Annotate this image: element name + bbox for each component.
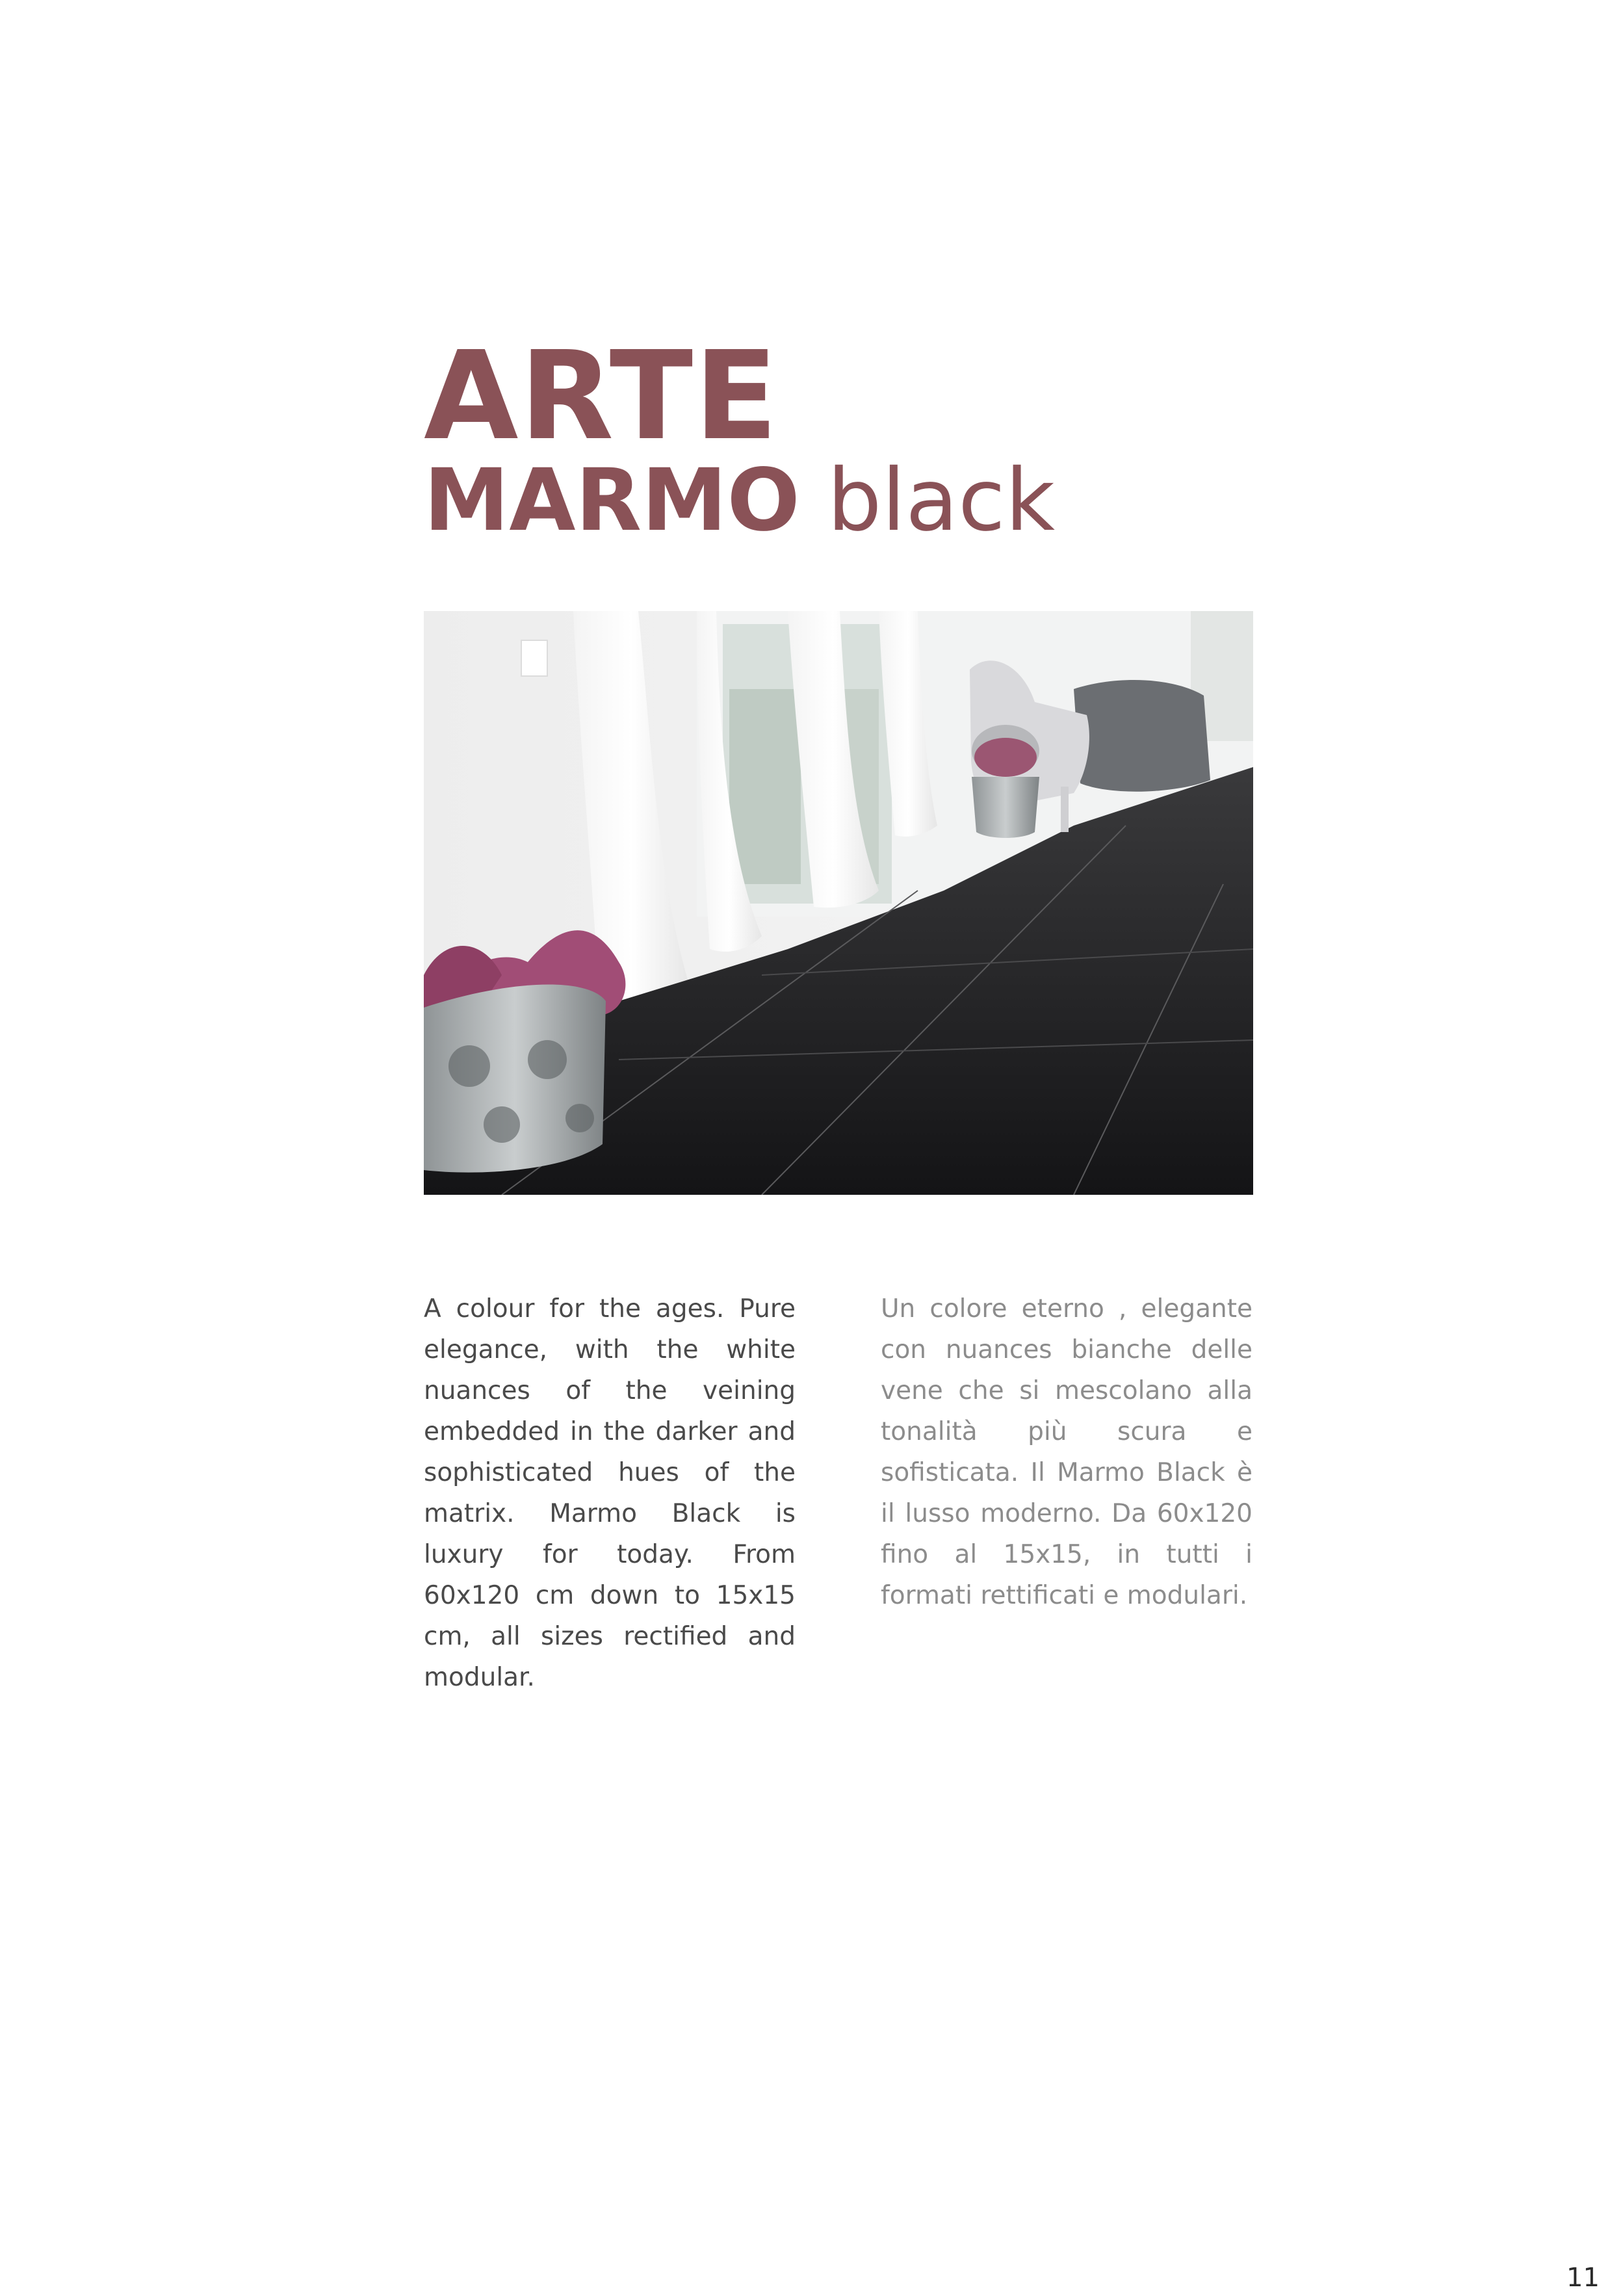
interior-photo-illustration [424, 611, 1253, 1195]
description-italian: Un colore eterno , elegante con nuances bianche delle vene che si mescolano alla tonalità più scura e sofisticata. Il Marmo Black è il lusso moderno. Da 60x120 fino al 15x15, in tutti i formati rettificati e modulari. [881, 1294, 1253, 1610]
interior-photo [424, 611, 1253, 1195]
page-number: 11 [1566, 2263, 1600, 2293]
subtitle-light: black [827, 450, 1056, 551]
subtitle-strong: MARMO [424, 450, 800, 551]
page-subtitle [424, 449, 1055, 553]
description-english: A colour for the ages. Pure elegance, with the white nuances of the veining embedded in the darker and sophisticated hues of the matrix. Marmo Black is luxury for today. From 60x120 cm down to 15x15 cm, all sizes rectified and modular. [424, 1294, 796, 1692]
page-title: ARTE [424, 325, 779, 467]
